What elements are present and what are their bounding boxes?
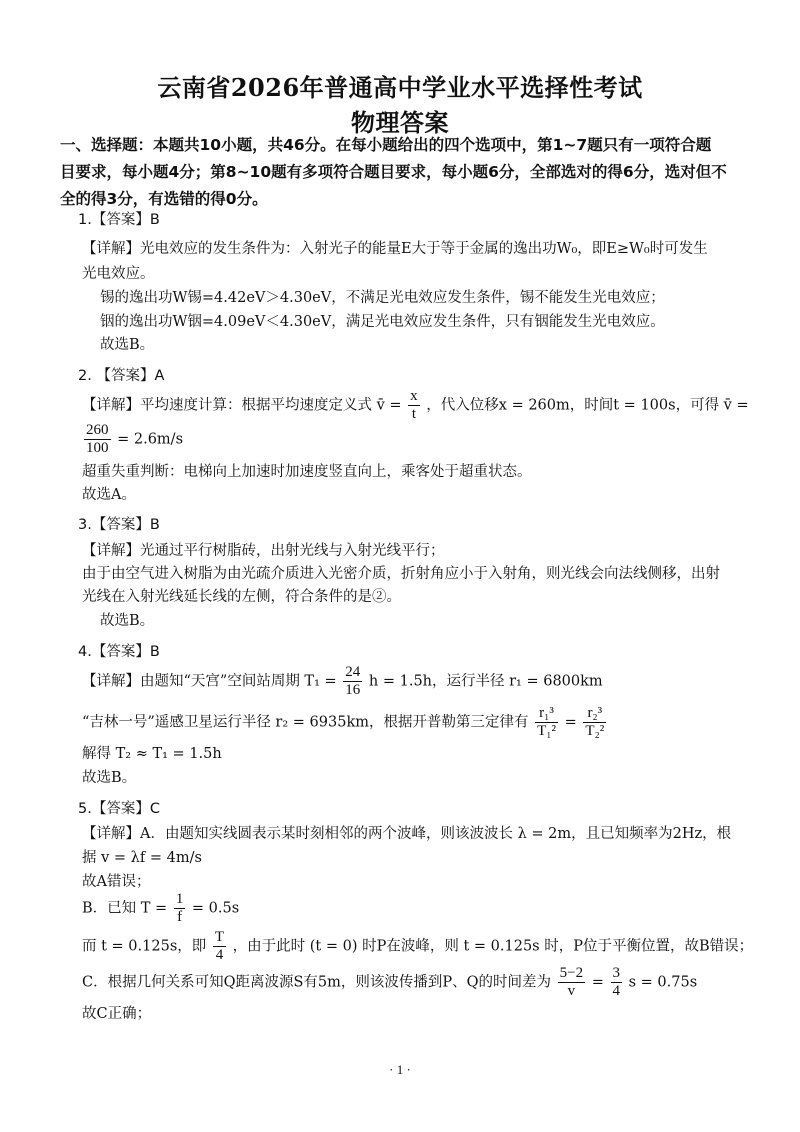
q4-kepler-den-2: T₂² (585, 723, 605, 739)
q2-answer-heading: 2. 【答案】A (78, 368, 165, 384)
q2-line2-text-b: = 2.6m/s (117, 431, 184, 448)
q2-explain-line-3: 超重失重判断：电梯向上加速时加速度竖直向上，乘客处于超重状态。 (82, 464, 532, 480)
q5-line6-text-b: s = 0.75s (628, 974, 698, 991)
q2-conclusion: 故选A。 (82, 487, 136, 503)
q4-kepler-num-2: r₂³ (583, 705, 606, 723)
exam-subtitle: 物理答案 (351, 108, 449, 137)
section-instructions (60, 132, 750, 213)
q5-explain-line-2: 据 v = λf = 4m/s (82, 850, 202, 866)
q5-period-num: 1 (175, 891, 184, 907)
q4-line2-text-a: “吉林一号”遥感卫星运行半径 r₂ = 6935km，根据开普勒第三定律有 (82, 714, 529, 731)
q1-answer-heading: 1.【答案】B (78, 212, 160, 228)
q5-line4-text-b: = 0.5s (191, 900, 240, 917)
q2-line1-text-a: 【详解】平均速度计算：根据平均速度定义式 v̄ = (82, 397, 402, 414)
q1-explain-line-2: 光电效应。 (82, 266, 155, 282)
q1-conclusion: 故选B。 (100, 337, 155, 353)
q4-period-fraction (343, 664, 362, 699)
q5-period-fraction (174, 891, 186, 926)
q3-explain-line-2: 由于由空气进入树脂为由光疏介质进入光密介质，折射角应小于入射角，则光线会向法线侧移，出射 (82, 566, 720, 582)
q2-velocity-fraction (408, 388, 420, 423)
q5-time-num-1: 5−2 (559, 965, 584, 981)
q3-explain-line-1: 【详解】光通过平行树脂砖，出射光线与入射光线平行； (82, 543, 445, 559)
page-number: · 1 · (389, 1062, 411, 1077)
q4-explain-line-1 (82, 664, 603, 699)
q4-kepler-equals: = (564, 714, 577, 731)
q5-explain-line-5 (82, 929, 753, 964)
q5-time-fraction-1 (558, 965, 585, 1000)
q2-line1-text-b: ，代入位移x = 260m，时间t = 100s，可得 v̄ = (426, 397, 749, 414)
q2-explain-line-1 (82, 388, 749, 423)
q2-explain-line-2 (82, 422, 183, 457)
q5-quarter-den: 4 (215, 947, 224, 963)
q2-frac-den: t (411, 406, 416, 422)
q5-explain-line-7: 故C正确； (82, 1006, 152, 1022)
q3-explain-line-3: 光线在入射光线延长线的左侧，符合条件的是②。 (82, 589, 401, 605)
q1-explain-line-1: 【详解】光电效应的发生条件为：入射光子的能量E大于等于金属的逸出功W₀，即E≥W₀时可发生 (82, 241, 708, 257)
q4-frac-num: 24 (345, 664, 361, 680)
q2-result-fraction (84, 422, 111, 457)
q4-conclusion: 故选B。 (82, 770, 137, 786)
q5-quarter-period-fraction (213, 929, 226, 964)
q5-line5-text-a: 而 t = 0.125s，即 (82, 938, 207, 955)
q5-time-equals: = (591, 974, 604, 991)
q3-answer-heading: 3.【答案】B (78, 517, 160, 533)
q4-answer-heading: 4.【答案】B (78, 644, 160, 660)
q5-time-fraction-2 (611, 965, 623, 1000)
q5-explain-line-4 (82, 891, 239, 926)
exam-title: 云南省2026年普通高中学业水平选择性考试 (157, 73, 643, 102)
q5-quarter-num: T (214, 929, 225, 945)
q5-time-den-1: v (567, 983, 576, 999)
q5-line6-text-a: C．根据几何关系可知Q距离波源S有5m，则该波传播到P、Q的时间差为 (82, 974, 552, 991)
q4-kepler-fraction-2 (583, 705, 606, 740)
q4-kepler-num-1: r₁³ (535, 705, 558, 723)
q4-line1-text-b: h = 1.5h，运行半径 r₁ = 6800km (368, 673, 603, 690)
section-line-1: 一、选择题：本题共10小题，共46分。在每小题给出的四个选项中，第1~7题只有一项符合题 (60, 136, 712, 154)
q5-time-num-2: 3 (612, 965, 620, 981)
q1-explain-line-4: 铟的逸出功W铟=4.09eV＜4.30eV，满足光电效应发生条件，只有铟能发生光电效应。 (100, 314, 665, 330)
q4-kepler-fraction-1 (535, 705, 558, 740)
q5-explain-line-6 (82, 965, 697, 1000)
q2-result-den: 100 (86, 440, 109, 456)
q5-line5-text-b: ，由于此时 (t = 0) 时P在波峰，则 t = 0.125s 时，P位于平衡位置，故B错误； (232, 938, 754, 955)
q2-result-num: 260 (86, 422, 109, 438)
q5-explain-line-3: 故A错误； (82, 874, 151, 890)
q1-explain-line-3: 锡的逸出功W锡=4.42eV＞4.30eV，不满足光电效应发生条件，锡不能发生光电效应； (100, 290, 665, 306)
q5-period-den: f (177, 909, 183, 925)
q4-kepler-den-1: T₁² (537, 723, 556, 739)
q4-frac-den: 16 (345, 682, 361, 698)
q3-conclusion: 故选B。 (100, 613, 155, 629)
q2-frac-num: x (410, 388, 418, 404)
q4-line1-text-a: 【详解】由题知“天宫”空间站周期 T₁ = (82, 673, 337, 690)
q4-explain-line-2 (82, 705, 608, 740)
q5-explain-line-1: 【详解】A．由题知实线圆表示某时刻相邻的两个波峰，则该波波长 λ = 2m，且已知频率为2Hz，根 (82, 826, 732, 842)
q5-line4-text-a: B．已知 T = (82, 900, 168, 917)
section-line-3: 全的得3分，有选错的得0分。 (60, 190, 268, 208)
section-line-2: 目要求，每小题4分；第8~10题有多项符合题目要求，每小题6分，全部选对的得6分，选对但不 (60, 163, 727, 181)
q5-time-den-2: 4 (612, 983, 620, 999)
q4-explain-line-3: 解得 T₂ ≈ T₁ = 1.5h (82, 746, 222, 762)
q5-answer-heading: 5.【答案】C (78, 801, 160, 817)
